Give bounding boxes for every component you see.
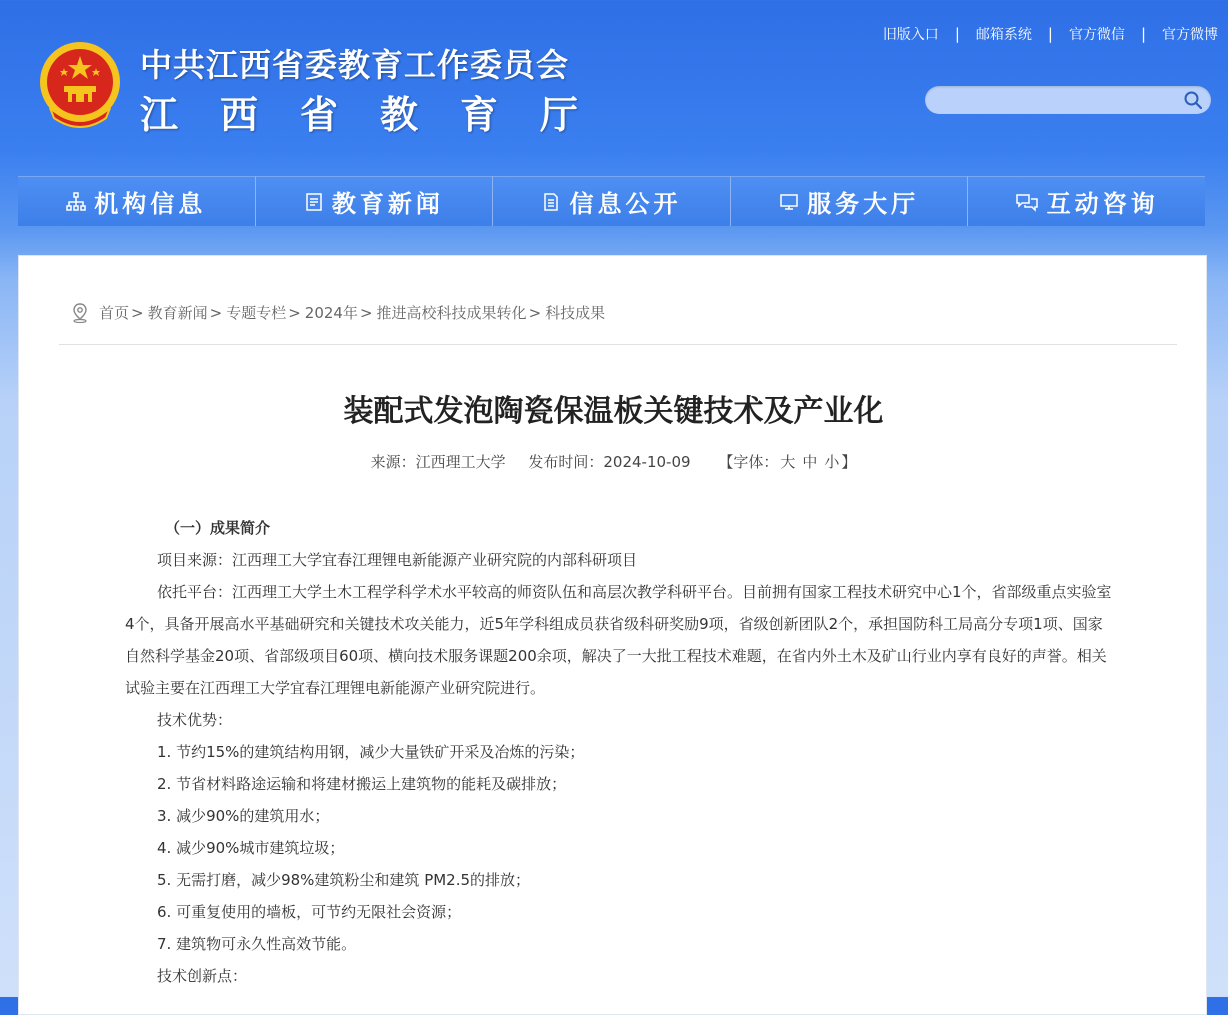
breadcrumb-tech-results[interactable]: 科技成果 bbox=[545, 304, 606, 322]
breadcrumb-separator: > bbox=[288, 303, 301, 322]
nav-label: 教育新闻 bbox=[331, 190, 444, 218]
article-title: 装配式发泡陶瓷保温板关键技术及产业化 bbox=[343, 394, 884, 429]
breadcrumb-home[interactable]: 首页 bbox=[99, 304, 130, 322]
site-header bbox=[0, 0, 1228, 175]
nav-label: 信息公开 bbox=[569, 190, 682, 218]
font-size-suffix: 】 bbox=[841, 453, 857, 471]
article-content bbox=[125, 512, 1115, 992]
main-nav bbox=[18, 176, 1205, 226]
search-box bbox=[925, 86, 1211, 114]
breadcrumb bbox=[71, 302, 607, 323]
breadcrumb-tech-transfer[interactable]: 推进高校科技成果转化 bbox=[376, 304, 527, 322]
breadcrumb-special-topics[interactable]: 专题专栏 bbox=[226, 304, 287, 322]
nav-item-org-info[interactable] bbox=[18, 176, 256, 226]
link-separator: | bbox=[1047, 25, 1053, 43]
article-source: 来源：江西理工大学 bbox=[370, 453, 506, 471]
monitor-icon bbox=[779, 192, 799, 212]
search-icon[interactable] bbox=[1183, 90, 1203, 110]
list-item: 5. 无需打磨，减少98%建筑粉尘和建筑 PM2.5的排放； bbox=[157, 871, 531, 889]
article-date: 发布时间：2024-10-09 bbox=[528, 453, 691, 471]
site-title-line2: 江西省教育厅 bbox=[140, 93, 621, 137]
paragraph: 项目来源：江西理工大学宜春江理锂电新能源产业研究院的内部科研项目 bbox=[157, 551, 638, 569]
top-links bbox=[883, 24, 1218, 44]
site-title-line1: 中共江西省委教育工作委员会 bbox=[140, 46, 570, 84]
official-wechat-link[interactable]: 官方微信 bbox=[1068, 27, 1125, 43]
paragraph: 技术优势： bbox=[157, 711, 233, 729]
nav-label: 机构信息 bbox=[94, 190, 207, 218]
breadcrumb-edu-news[interactable]: 教育新闻 bbox=[147, 304, 208, 322]
breadcrumb-separator: > bbox=[131, 303, 144, 322]
nav-label: 互动咨询 bbox=[1046, 190, 1159, 218]
nav-item-interactive-consult[interactable] bbox=[968, 176, 1205, 226]
chat-icon bbox=[1015, 192, 1039, 212]
font-size-large-button[interactable]: 大 bbox=[780, 453, 796, 471]
list-item: 2. 节省材料路途运输和将建材搬运上建筑物的能耗及碳排放； bbox=[157, 775, 567, 793]
document-icon bbox=[304, 192, 324, 212]
article-card bbox=[18, 255, 1207, 1015]
paragraph: 技术创新点： bbox=[157, 967, 248, 985]
link-separator: | bbox=[1140, 25, 1146, 43]
article-meta bbox=[19, 451, 1208, 472]
location-icon bbox=[71, 303, 89, 323]
list-item: 4. 减少90%城市建筑垃圾； bbox=[157, 839, 345, 857]
old-version-link[interactable]: 旧版入口 bbox=[882, 27, 939, 43]
list-item: 3. 减少90%的建筑用水； bbox=[157, 807, 330, 825]
breadcrumb-divider bbox=[59, 344, 1177, 345]
list-item: 6. 可重复使用的墙板，可节约无限社会资源； bbox=[157, 903, 462, 921]
font-size-small-button[interactable]: 小 bbox=[824, 453, 840, 471]
mail-system-link[interactable]: 邮箱系统 bbox=[975, 27, 1032, 43]
breadcrumb-2024[interactable]: 2024年 bbox=[304, 304, 358, 322]
link-separator: | bbox=[954, 25, 960, 43]
breadcrumb-separator: > bbox=[359, 303, 373, 322]
font-size-prefix: 【字体： bbox=[718, 453, 779, 471]
font-size-switcher bbox=[718, 453, 856, 471]
national-emblem-icon bbox=[36, 38, 124, 130]
nav-label: 服务大厅 bbox=[807, 190, 920, 218]
nav-item-service-hall[interactable] bbox=[731, 176, 969, 226]
list-item: 1. 节约15%的建筑结构用钢，减少大量铁矿开采及冶炼的污染； bbox=[157, 743, 585, 761]
nav-item-info-disclosure[interactable] bbox=[493, 176, 731, 226]
file-list-icon bbox=[541, 192, 561, 212]
breadcrumb-separator: > bbox=[209, 303, 223, 322]
breadcrumb-separator: > bbox=[528, 303, 542, 322]
official-weibo-link[interactable]: 官方微博 bbox=[1162, 27, 1218, 43]
list-item: 7. 建筑物可永久性高效节能。 bbox=[157, 935, 357, 953]
font-size-medium-button[interactable]: 中 bbox=[802, 453, 818, 471]
section-heading: （一）成果简介 bbox=[165, 519, 271, 537]
search-input[interactable] bbox=[937, 89, 1181, 113]
org-chart-icon bbox=[66, 192, 86, 212]
nav-item-edu-news[interactable] bbox=[256, 176, 494, 226]
paragraph: 依托平台：江西理工大学土木工程学科学术水平较高的师资队伍和高层次教学科研平台。目前拥有国家工程技术研究中心1个，省部级重点实验室4个，具备开展高水平基础研究和关键技术攻关能力，近5年学科组成员获省级科研奖励9项，省级创新团队2个，承担国防科工局高分专项1项、国家自然科学基金20项、省部级项目60项、横向技术服务课题200余项，解决了一大批工程技术难题，在省内外土木及矿山行业内享有良好的声誉。相关试验主要在江西理工大学宜春江理锂电新能源产业研究院进行。 bbox=[125, 583, 1112, 697]
